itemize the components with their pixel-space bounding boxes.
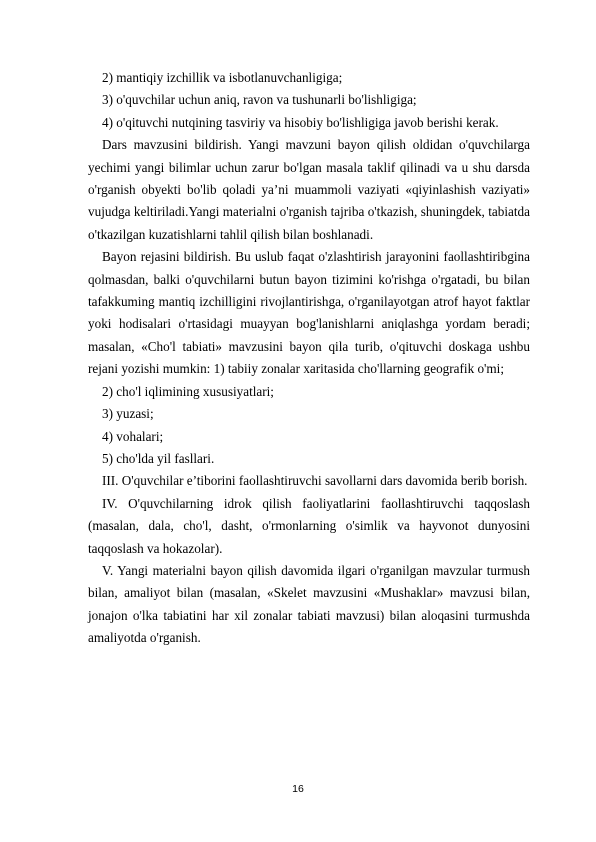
paragraph-9: 5) cho'lda yil fasllari. <box>102 450 215 466</box>
paragraph-5: Bayon rejasini bildirish. Bu uslub faqat o'zlashtirish jarayonini faollashtiribgina qolmasdan, balki o'quvchilarni butun bayon tizimini ko'rishga o'rgatadi, bu bilan tafakkuming mantiq izchilligini rivojlantirishga, o'rganilayotgan atrof hayot faktlar yoki hodisalari o'rtasidagi muayyan bog'lanishlarni aniqlashga yordam beradi; masalan, «Cho'l tabiati» mavzusini bayon qila turib, o'qituvchi doskaga ushbu rejani yozishi mumkin: 1) tabiiy zonalar xaritasida cho'llarning geografik o'mi; <box>88 249 530 377</box>
paragraph-2: 3) o'quvchilar uchun aniq, ravon va tushunarli bo'lishligiga; <box>102 92 417 108</box>
paragraph-6: 2) cho'l iqlimining xususiyatlari; <box>102 383 274 399</box>
document-body <box>88 67 530 650</box>
paragraph-7: 3) yuzasi; <box>102 406 154 422</box>
paragraph-8: 4) vohalari; <box>102 428 164 444</box>
paragraph-3: 4) o'qituvchi nutqining tasviriy va hisobiy bo'lishligiga javob berishi kerak. <box>102 114 499 130</box>
paragraph-12: V. Yangi materialni bayon qilish davomida ilgari o'rganilgan mavzular turmush bilan, amaliyot bilan (masalan, «Skelet mavzusini «Mushaklar» mavzusi bilan, jonajon o'lka tabiatini har xil zonalar tabiati mavzusi) bilan aloqasini turmushda amaliyotda o'rganish. <box>88 562 530 646</box>
paragraph-4: Dars mavzusini bildirish. Yangi mavzuni bayon qilish oldidan o'quvchilarga yechimi yangi bilimlar uchun zarur bo'lgan masala taklif qilinadi va u shu darsda o'rganish obyekti bo'lib qoladi ya’ni muammoli vaziyati «qiyinlashish vaziyati» vujudga keltiriladi.Yangi materialni o'rganish tajriba o'tkazish, shuningdek, tabiatda o'tkazilgan kuzatishlarni tahlil qilish bilan boshlanadi. <box>88 137 530 242</box>
paragraph-1: 2) mantiqiy izchillik va isbotlanuvchanligiga; <box>102 70 343 85</box>
paragraph-11: IV. O'quvchilarning idrok qilish faoliyatlarini faollashtiruvchi taqqoslash (masalan, dala, cho'l, dasht, o'rmonlarning o'simlik va hayvonot dunyosini taqqoslash va hokazolar). <box>88 495 530 556</box>
paragraph-10: III. O'quvchilar e’tiborini faollashtiruvchi savollarni dars davomida berib borish. <box>102 473 528 489</box>
page-number: 16 <box>292 783 304 795</box>
